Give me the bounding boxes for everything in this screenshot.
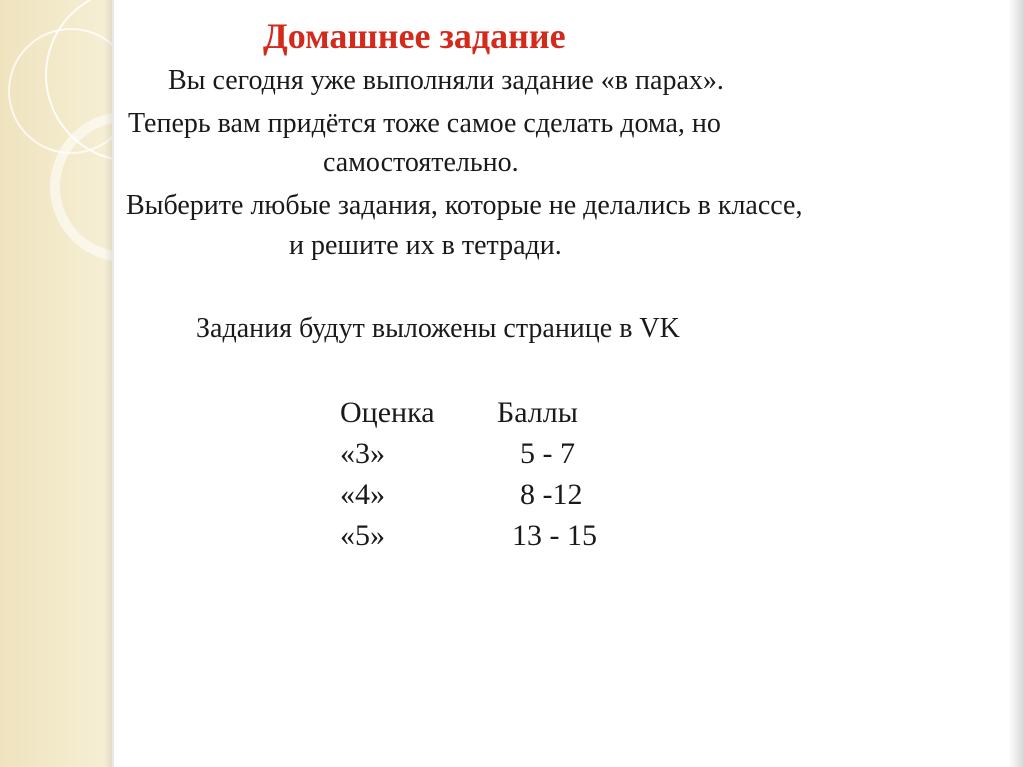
slide-title: Домашнее задание — [263, 16, 566, 56]
paragraph-line: и решите их в тетради. — [289, 230, 562, 261]
paragraph-line: самостоятельно. — [323, 147, 519, 178]
vk-note: Задания будут выложены странице в VK — [196, 313, 680, 344]
points-range: 5 - 7 — [520, 437, 575, 470]
points-column-header: Баллы — [497, 396, 578, 429]
paragraph-line: Выберите любые задания, которые не делались в классе, — [126, 190, 803, 221]
grade-column-header: Оценка — [340, 396, 435, 429]
paragraph-line: Вы сегодня уже выполняли задание «в парах». — [168, 65, 724, 96]
points-range: 8 -12 — [520, 478, 583, 511]
points-range: 13 - 15 — [512, 519, 597, 552]
grade-value: «3» — [340, 437, 385, 470]
paragraph-line: Теперь вам придётся тоже самое сделать дома, но — [128, 108, 721, 139]
grade-value: «5» — [340, 519, 385, 552]
grade-value: «4» — [340, 478, 385, 511]
